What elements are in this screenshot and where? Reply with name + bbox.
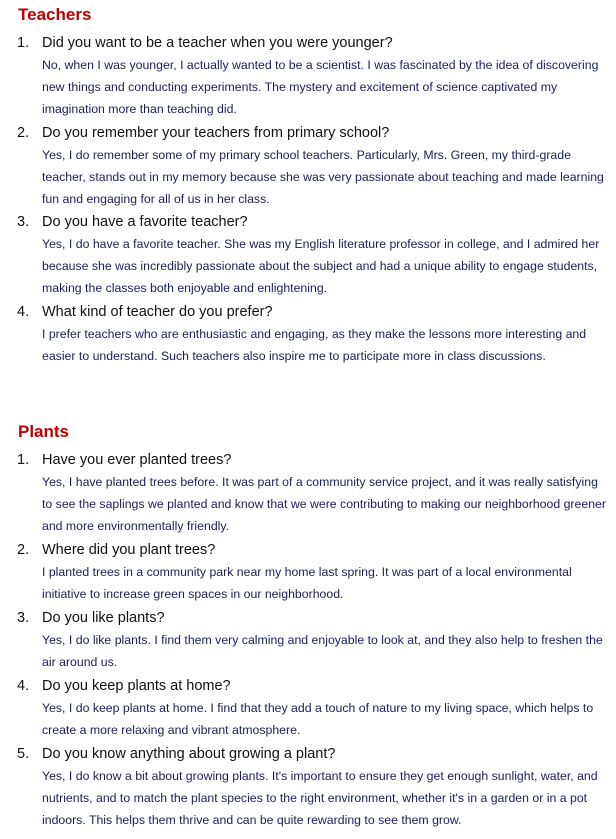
- section-title-teachers: Teachers: [18, 5, 92, 24]
- question-text: Do you know anything about growing a plant?: [42, 746, 336, 762]
- question-number: 5.: [17, 746, 30, 762]
- question-text: Where did you plant trees?: [42, 542, 216, 558]
- question-text: Have you ever planted trees?: [42, 452, 232, 468]
- answer-text: Yes, I have planted trees before. It was part of a community service project, and it was really satisfying to see the saplings we planted and know that we were contributing to making our neighborhood greener and more environmentally friendly.: [42, 475, 606, 533]
- question-number: 2.: [17, 542, 30, 558]
- answer-text: No, when I was younger, I actually wanted to be a scientist. I was fascinated by the idea of discovering new things and conducting experiments. The mystery and excitement of science captivated my imagination more than teaching did.: [42, 58, 599, 116]
- question-number: 3.: [17, 610, 30, 626]
- answer-text: I planted trees in a community park near my home last spring. It was part of a local environmental initiative to increase green spaces in our neighborhood.: [42, 565, 572, 601]
- question-number: 4.: [17, 678, 30, 694]
- question-number: 3.: [17, 214, 30, 230]
- question-text: Do you like plants?: [42, 610, 165, 626]
- question-text: Do you keep plants at home?: [42, 678, 231, 694]
- answer-text: Yes, I do remember some of my primary school teachers. Particularly, Mrs. Green, my third-grade teacher, stands out in my memory because she was very passionate about teaching and made learning fun and engaging for all of us in her class.: [42, 148, 604, 206]
- question-number: 1.: [17, 35, 30, 51]
- answer-text: Yes, I do keep plants at home. I find that they add a touch of nature to my living space, which helps to create a more relaxing and vibrant atmosphere.: [42, 701, 594, 737]
- question-number: 1.: [17, 452, 30, 468]
- question-text: Did you want to be a teacher when you were younger?: [42, 35, 393, 51]
- answer-text: I prefer teachers who are enthusiastic and engaging, as they make the lessons more interesting and easier to understand. Such teachers also inspire me to participate more in class discussions.: [42, 327, 587, 363]
- answer-text: Yes, I do have a favorite teacher. She was my English literature professor in college, and I admired her because she was incredibly passionate about the subject and had a unique ability to engage students, making the classes both enjoyable and enlightening.: [42, 237, 600, 295]
- answer-text: Yes, I do like plants. I find them very calming and enjoyable to look at, and they also help to freshen the air around us.: [42, 633, 603, 669]
- question-text: Do you remember your teachers from primary school?: [42, 125, 390, 141]
- question-number: 2.: [17, 125, 30, 141]
- question-text: Do you have a favorite teacher?: [42, 214, 248, 230]
- question-text: What kind of teacher do you prefer?: [42, 304, 273, 320]
- question-number: 4.: [17, 304, 30, 320]
- section-title-plants: Plants: [18, 422, 70, 441]
- answer-text: Yes, I do know a bit about growing plants. It's important to ensure they get enough sunlight, water, and nutrients, and to match the plant species to the right environment, whether it's in a garden or in a pot indoors. This helps them thrive and can be quite rewarding to see them grow.: [42, 769, 598, 827]
